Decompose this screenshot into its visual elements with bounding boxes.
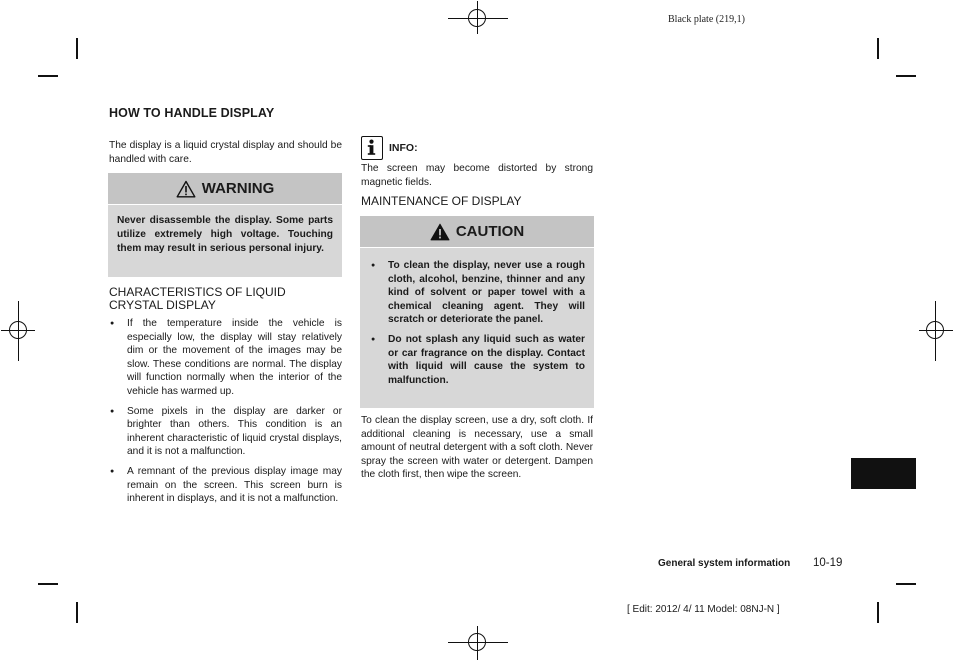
- warning-text: Never disassemble the display. Some parts utilize extremely high voltage. Touching them may result in serious personal injury.: [117, 215, 333, 254]
- caution-list: [369, 259, 585, 393]
- page-number: 10-19: [813, 557, 843, 569]
- edit-info: [ Edit: 2012/ 4/ 11 Model: 08NJ-N ]: [627, 604, 780, 615]
- list-item: ● Do not splash any liquid such as water or car fragrance on the display. Contact with liquid will cause the system to malfunction.: [369, 333, 585, 387]
- maintenance-heading: MAINTENANCE OF DISPLAY: [361, 194, 522, 208]
- list-item: ● Some pixels in the display are darker or brighter than others. This condition is an inherent characteristic of liquid crystal displays, and it is not a malfunction.: [108, 405, 342, 459]
- characteristics-heading-line2: CRYSTAL DISPLAY: [109, 298, 216, 312]
- section-title: HOW TO HANDLE DISPLAY: [109, 106, 275, 120]
- intro-paragraph: The display is a liquid crystal display and should be handled with care.: [109, 140, 342, 165]
- info-label: INFO:: [389, 142, 418, 154]
- info-text: The screen may become distorted by strong magnetic fields.: [361, 163, 593, 188]
- characteristics-heading-line1: CHARACTERISTICS OF LIQUID: [109, 285, 286, 299]
- caution-box: [360, 216, 594, 408]
- footer-section-title: General system information: [658, 558, 791, 569]
- warning-box: [108, 173, 342, 277]
- list-item: ● A remnant of the previous display image may remain on the screen. This screen burn is inherent in displays, and it is not a malfunction.: [108, 465, 342, 506]
- list-item: ● If the temperature inside the vehicle is especially low, the display will stay relatively dim or the movement of the images may be slow. These conditions are normal. The display will function normally when the interior of the vehicle has warmed up.: [108, 317, 342, 399]
- caution-triangle-icon: [430, 223, 450, 241]
- characteristics-heading: [109, 286, 342, 312]
- maintenance-text: To clean the display screen, use a dry, soft cloth. If additional cleaning is necessary, use a small amount of neutral detergent with a soft cloth. Never spray the screen with water or detergent. Dampen the cloth first, then wipe the screen.: [361, 415, 593, 481]
- list-item: ● To clean the display, never use a rough cloth, alcohol, benzine, thinner and any kind of solvent or paper towel with a chemical cleaning agent. They will scratch or deteriorate the panel.: [369, 259, 585, 327]
- warning-header: [108, 173, 342, 205]
- info-icon: [361, 136, 383, 160]
- chapter-tab-block: [851, 458, 916, 489]
- warning-triangle-icon: [176, 180, 196, 198]
- plate-label: Black plate (219,1): [668, 14, 745, 25]
- caution-header: [360, 216, 594, 248]
- warning-label: WARNING: [201, 180, 275, 197]
- caution-label: CAUTION: [455, 223, 525, 240]
- characteristics-list: [108, 317, 342, 512]
